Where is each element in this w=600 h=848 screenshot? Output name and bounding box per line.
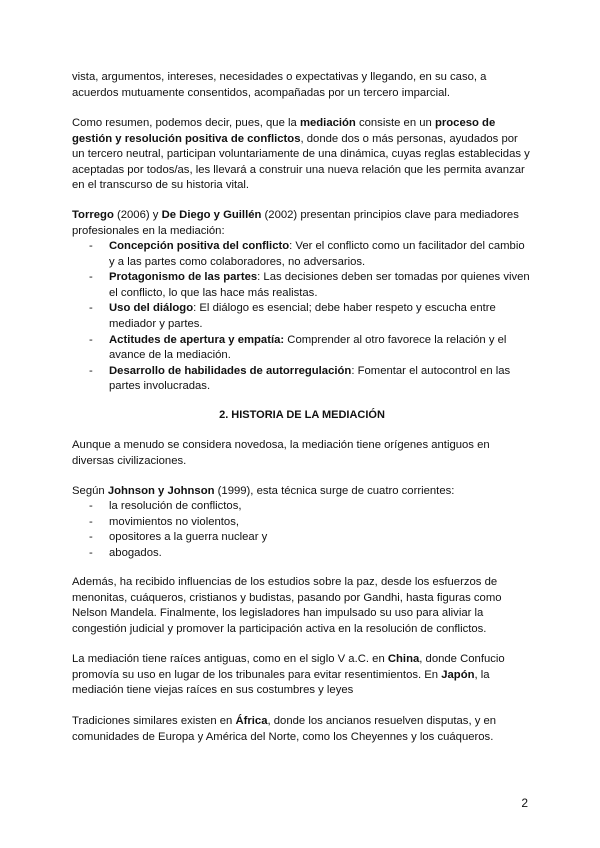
bold-author-de-diego: De Diego y Guillén <box>161 209 262 221</box>
text-span: consiste en un <box>355 117 435 129</box>
text-span: Tradiciones similares existen en <box>72 715 236 727</box>
list-item: - movimientos no violentos, <box>72 515 532 531</box>
principio-desc: : Fomentar el autocontrol en las partes involucradas. <box>109 364 511 393</box>
paragraph-principios <box>72 208 532 239</box>
list-item <box>72 270 532 301</box>
section-heading: 2. HISTORIA DE LA MEDIACIÓN <box>219 409 385 421</box>
principio-desc: Comprender al otro favorece la relación y el avance de la mediación. <box>109 333 507 362</box>
list-item: - abogados. <box>72 546 532 562</box>
principio-term: Desarrollo de habilidades de autorregulación <box>109 364 352 377</box>
bold-term-mediacion: mediación <box>299 117 356 129</box>
paragraph-resumen <box>72 116 532 194</box>
bold-author-johnson: Johnson y Johnson <box>107 485 215 497</box>
paragraph-africa <box>72 714 532 745</box>
principio-desc: : Las decisiones deben ser tomadas por quienes viven el conflicto, lo que las hace más realistas. <box>109 271 530 299</box>
page-number: 2 <box>521 796 528 810</box>
text-span: (1999), esta técnica surge de cuatro corrientes: <box>214 485 455 497</box>
text-span: Según <box>72 485 108 497</box>
text-span: , donde dos o más personas, ayudados por un tercero neutral, participan voluntariamente de una dinámica, cuyas reglas establecidas y aceptadas por todos/as, les llevará a construir una nueva relación que les permita avanzar en el transcurso de su historia vital. <box>72 132 530 192</box>
list-item <box>72 301 532 332</box>
principio-term: Actitudes de apertura y empatía: <box>109 333 285 346</box>
bold-term-japon: Japón <box>441 668 475 681</box>
paragraph-china <box>72 652 532 699</box>
principio-term: Protagonismo de las partes <box>109 271 258 284</box>
bold-author-torrego: Torrego <box>72 209 114 221</box>
paragraph-johnson <box>72 484 532 500</box>
list-item <box>72 364 532 395</box>
text-span: La mediación tiene raíces antiguas, como en el siglo V a.C. en <box>72 653 388 665</box>
principios-list <box>72 239 532 395</box>
paragraph-intro: vista, argumentos, intereses, necesidades o expectativas y llegando, en su caso, a acuerdos mutuamente consentidos, acompañadas por un tercero imparcial. <box>72 71 487 99</box>
text-span: , donde los ancianos resuelven disputas, y en comunidades de Europa y América del Norte, como los Cheyennes y los cuáqueros. <box>72 715 497 743</box>
list-item: - la resolución de conflictos, <box>72 499 532 515</box>
principio-term: Uso del diálogo <box>109 302 194 315</box>
bold-term-africa: África <box>235 715 268 727</box>
list-item: - opositores a la guerra nuclear y <box>72 530 532 546</box>
bold-term-china: China <box>387 653 420 665</box>
text-span: (2006) y <box>113 209 162 221</box>
principio-desc: : El diálogo es esencial; debe haber respeto y escucha entre mediador y partes. <box>109 302 496 330</box>
text-span: , la mediación tiene viejas raíces en sus costumbres y leyes <box>72 668 490 697</box>
paragraph-influencias: Además, ha recibido influencias de los estudios sobre la paz, desde los esfuerzos de menonitas, cuáqueros, cristianos y budistas, pasando por Gandhi, hasta figuras como Nelson Mandela. Finalmente, los legisladores han impulsado su uso para aliviar la congestión judicial y promover la participación activa en la resolución de conflictos. <box>72 576 502 635</box>
principio-term: Concepción positiva del conflicto <box>109 240 290 252</box>
text-span: , donde Confucio promovía su uso en lugar de los tribunales para evitar resentimientos. En <box>72 653 505 681</box>
list-item <box>72 239 532 270</box>
paragraph-origen: Aunque a menudo se considera novedosa, la mediación tiene orígenes antiguos en diversas civilizaciones. <box>72 439 490 467</box>
text-span: (2002) presentan principios clave para mediadores profesionales en la mediación: <box>72 209 519 237</box>
principio-desc: : Ver el conflicto como un facilitador del cambio y a las partes como colaboradores, no adversarios. <box>109 240 525 268</box>
text-span: Como resumen, podemos decir, pues, que la <box>72 117 300 129</box>
bold-term-proceso: proceso de gestión y resolución positiva de conflictos <box>72 117 496 145</box>
list-item <box>72 333 532 364</box>
corrientes-list <box>72 499 532 561</box>
